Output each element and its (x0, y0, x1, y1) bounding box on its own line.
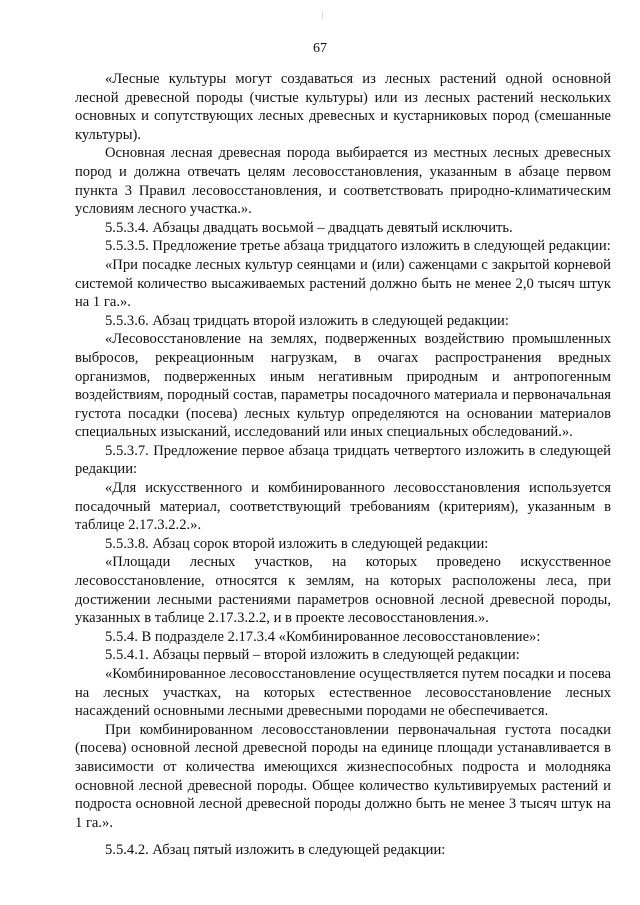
paragraph-planting-closed-roots: «При посадке лесных культур сеянцами и (или) саженцами с закрытой корневой системой количество высаживаемых растений должно быть не менее 2,0 тысяч штук на 1 га.». (75, 256, 611, 311)
paragraph-planting-material: «Для искусственного и комбинированного лесовосстановления используется посадочный материал, соответствующий требованиям (критериям), указанным в таблице 2.17.3.2.2.». (75, 480, 611, 534)
paragraph-5-5-3-5: 5.5.3.5. Предложение третье абзаца тридцатого изложить в следующей редакции: (105, 238, 611, 255)
paragraph-5-5-4-2: 5.5.4.2. Абзац пятый изложить в следующей редакции: (105, 842, 446, 859)
page-number: 67 (313, 41, 327, 56)
paragraph-polluted-lands: «Лесовосстановление на землях, подверженных воздействию промышленных выбросов, рекреационным нагрузкам, в очагах распространения вредных организмов, подверженных иным негативным природным и антропогенным воздействиям, породный состав, параметры посадочного материала и первоначальная густота посадки (посева) лесных культур определяются на основании материалов специальных изысканий, исследований или иных специальных обследований.». (75, 331, 611, 441)
paragraph-areas-forest-lands: «Площади лесных участков, на которых проведено искусственное лесовосстановление, относятся к землям, на которых расположены леса, при достижении лесными растениями параметров основной лесной древесной породы, указанных в таблице 2.17.3.2.2, и в проекте лесовосстановления.». (75, 554, 611, 627)
paragraph-5-5-3-7: 5.5.3.7. Предложение первое абзаца тридцать четвертого изложить в следующей редакции: (75, 442, 611, 478)
paragraph-5-5-3-8: 5.5.3.8. Абзац сорок второй изложить в следующей редакции: (105, 535, 489, 552)
paragraph-5-5-4-1: 5.5.4.1. Абзацы первый – второй изложить в следующей редакции: (105, 647, 520, 664)
paragraph-5-5-3-6: 5.5.3.6. Абзац тридцать второй изложить в следующей редакции: (105, 312, 509, 329)
paragraph-5-5-4: 5.5.4. В подразделе 2.17.3.4 «Комбинированное лесовосстановление»: (105, 628, 541, 645)
paragraph-forest-cultures: «Лесные культуры могут создаваться из лесных растений одной основной лесной древесной породы (чистые культуры) или из лесных растений нескольких основных и сопутствующих лесных древесных и кустарниковых пород (смешанные культуры). (75, 71, 611, 143)
paragraph-combined-reforestation: «Комбинированное лесовосстановление осуществляется путем посадки и посева на лесных участках, на которых естественное лесовосстановление лесных насаждений основными лесными древесными породами не обеспечивается. (75, 666, 611, 720)
paragraph-initial-density: При комбинированном лесовосстановлении первоначальная густота посадки (посева) основной лесной древесной породы на единице площади устанавливается в зависимости от количества имеющихся жизнеспособных подроста и молодняка основной лесной древесной породы. Общее количество культивируемых растений и подроста основной лесной древесной породы должно быть не менее 3 тысяч штук на 1 га.». (75, 721, 611, 831)
paragraph-5-5-3-4: 5.5.3.4. Абзацы двадцать восьмой – двадцать девятый исключить. (105, 219, 513, 236)
paragraph-main-species: Основная лесная древесная порода выбирается из местных лесных древесных пород и должна отвечать целям лесовосстановления, указанным в абзаце первом пункта 3 Правил лесовосстановления, и соответствовать природно-климатическим условиям лесного участка.». (75, 145, 611, 218)
document-body (75, 70, 611, 860)
page-top-mark (322, 11, 323, 19)
